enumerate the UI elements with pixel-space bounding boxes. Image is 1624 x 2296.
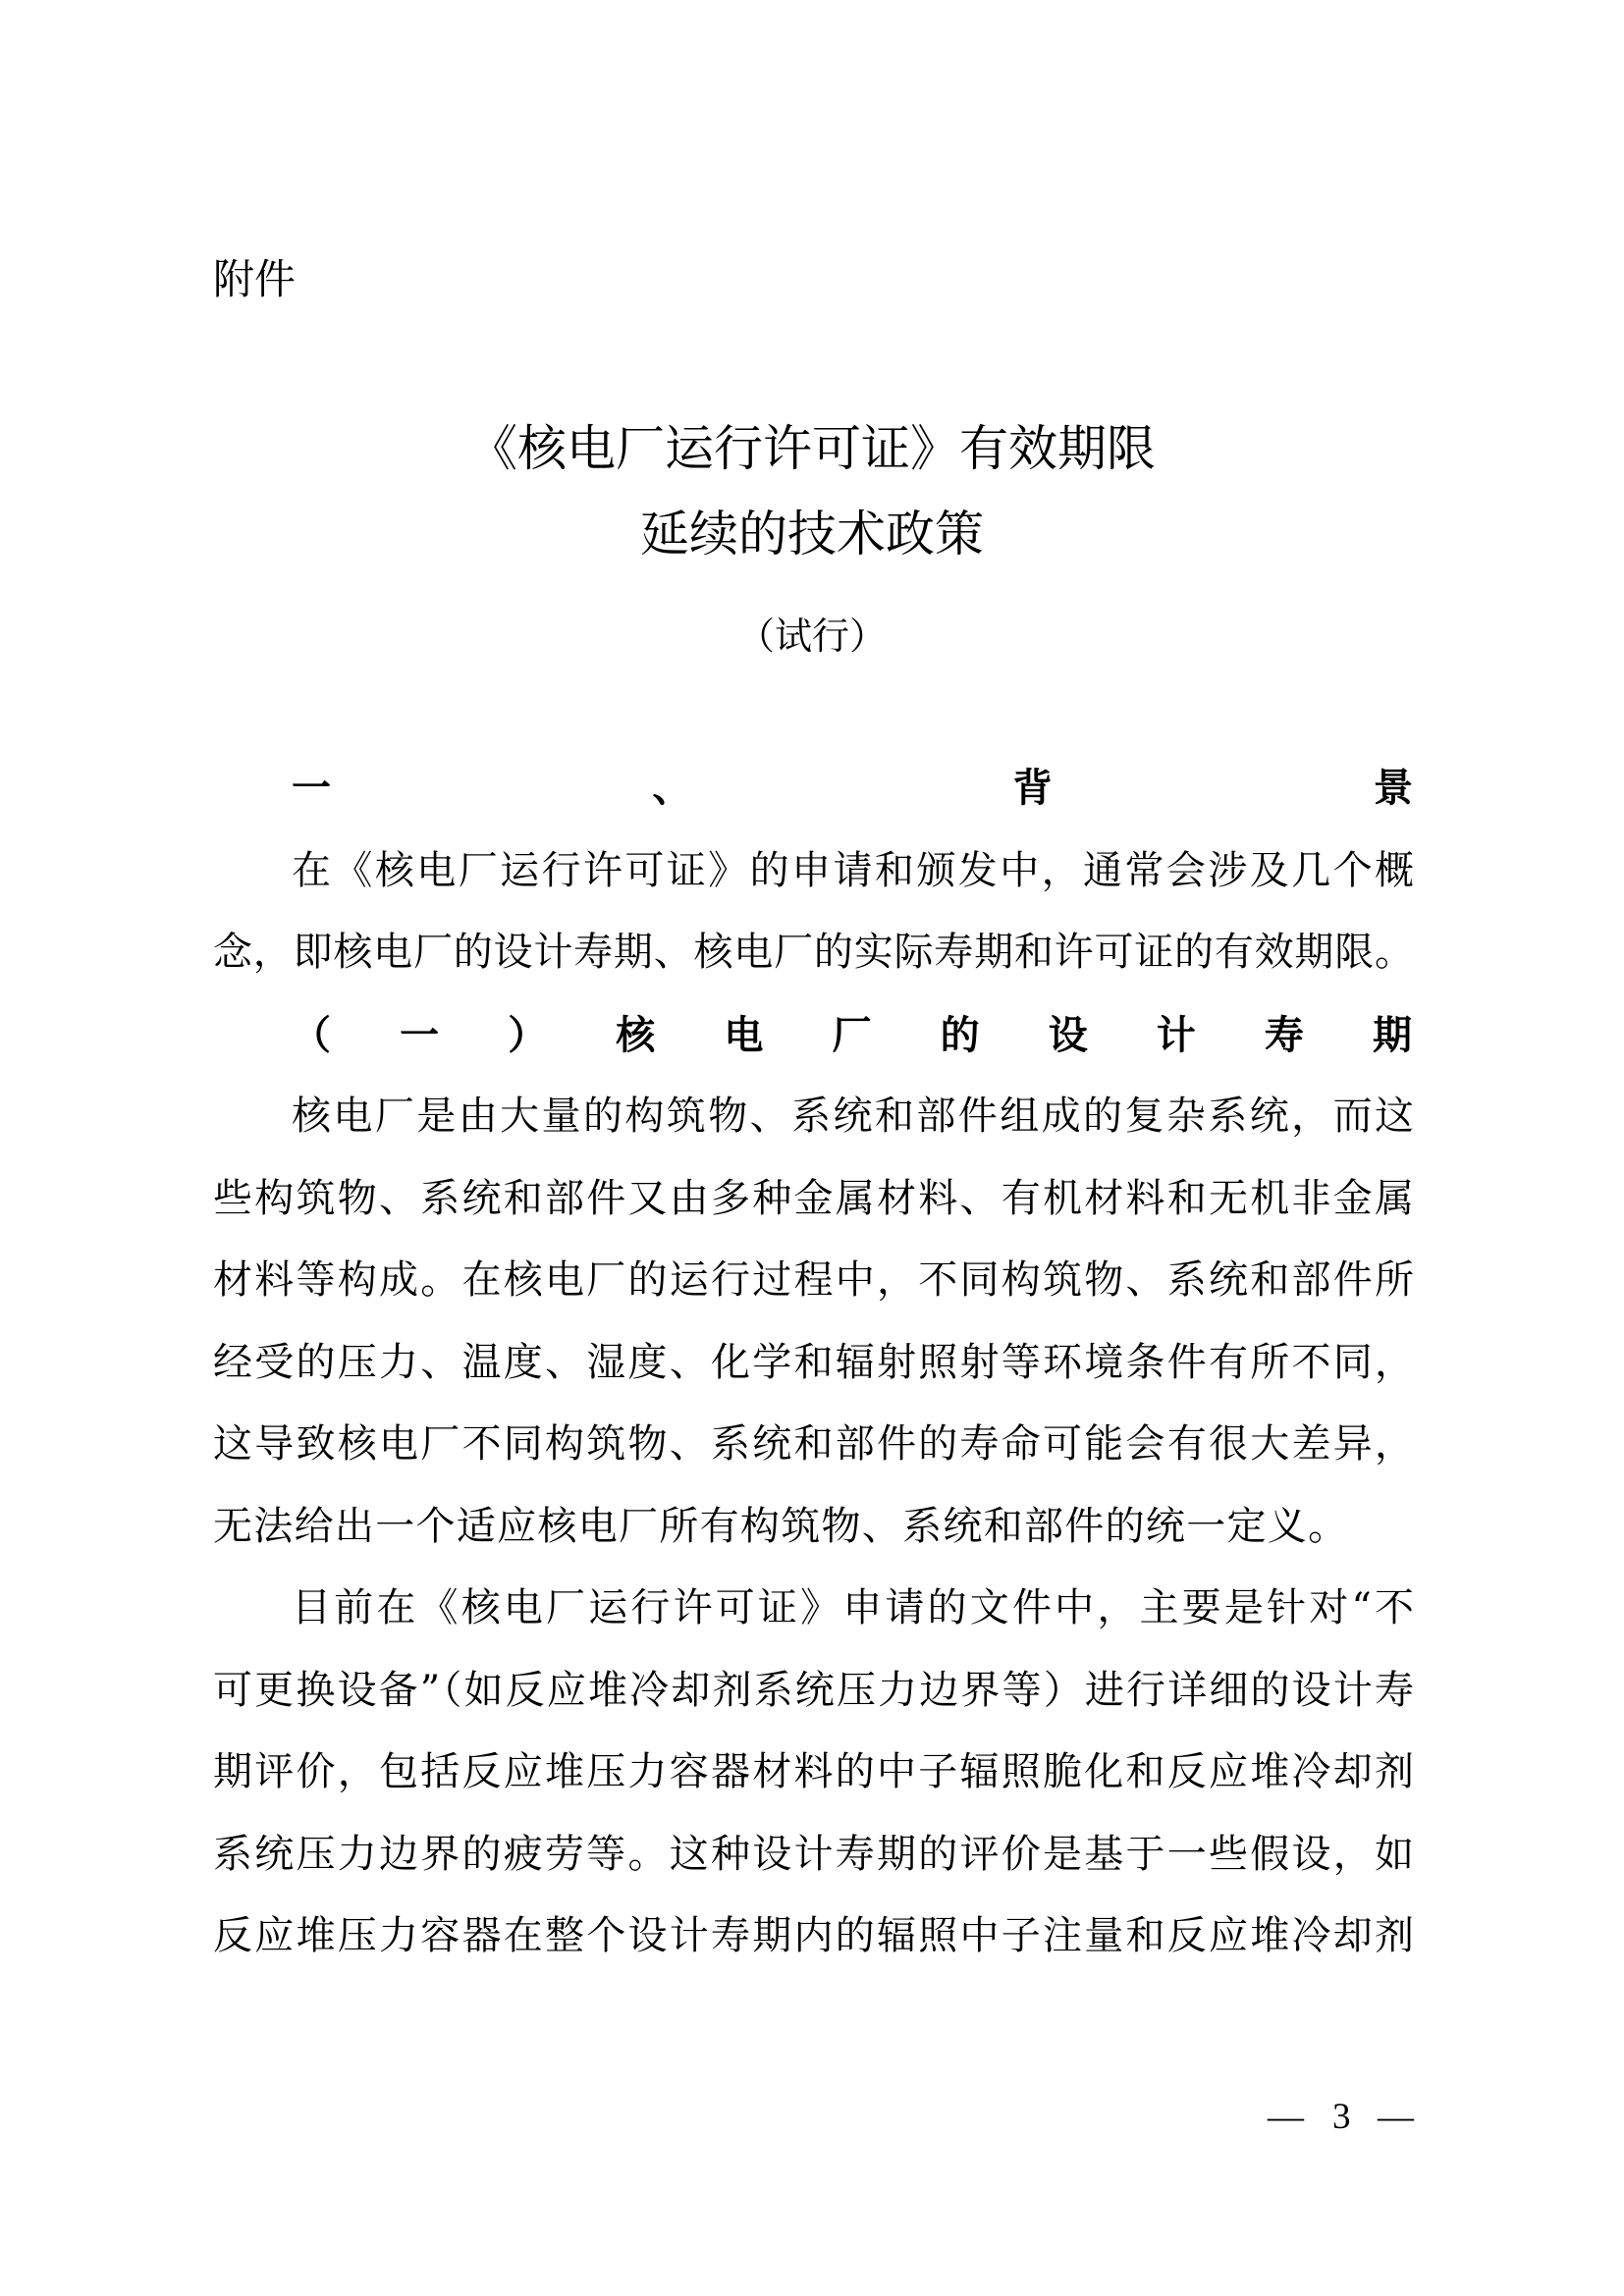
section-heading-background: 一、背景 — [292, 766, 1414, 811]
paragraph-line: 念，即核电厂的设计寿期、核电厂的实际寿期和许可证的有效期限。 — [213, 930, 1414, 975]
paragraph-line: 经受的压力、温度、湿度、化学和辐射照射等环境条件有所不同， — [213, 1339, 1414, 1385]
subsection-heading-design-life: （一）核电厂的设计寿期 — [292, 1011, 1414, 1058]
paragraph-3 — [213, 1568, 1414, 1978]
paragraph-line: 反应堆压力容器在整个设计寿期内的辐照中子注量和反应堆冷却剂 — [213, 1913, 1414, 1958]
paragraph-line: 在《核电厂运行许可证》的申请和颁发中，通常会涉及几个概 — [292, 847, 1414, 893]
paragraph-line: 些构筑物、系统和部件又由多种金属材料、有机材料和无机非金属 — [213, 1175, 1414, 1221]
paragraph-line: 期评价，包括反应堆压力容器材料的中子辐照脆化和反应堆冷却剂 — [213, 1749, 1414, 1794]
paragraph-line: 核电厂是由大量的构筑物、系统和部件组成的复杂系统，而这 — [292, 1094, 1414, 1139]
paragraph-line: 目前在《核电厂运行许可证》申请的文件中，主要是针对“不 — [292, 1585, 1414, 1630]
page-number-dash-right: — — [1378, 2097, 1414, 2137]
paragraph-1 — [213, 830, 1414, 994]
document-title-line-1: 《核电厂运行许可证》有效期限 — [468, 420, 1156, 477]
page-number-footer — [1268, 2091, 1414, 2144]
paragraph-line: 系统压力边界的疲劳等。这种设计寿期的评价是基于一些假设，如 — [213, 1831, 1414, 1877]
document-title-line-2: 延续的技术政策 — [640, 506, 984, 562]
paragraph-line: 无法给出一个适应核电厂所有构筑物、系统和部件的统一定义。 — [213, 1503, 1349, 1549]
paragraph-line: 可更换设备”（如反应堆冷却剂系统压力边界等）进行详细的设计寿 — [213, 1667, 1414, 1713]
attachment-label: 附件 — [213, 255, 297, 303]
paragraph-line: 材料等构成。在核电厂的运行过程中，不同构筑物、系统和部件所 — [213, 1257, 1414, 1303]
document-body — [213, 748, 1414, 1978]
document-subtitle: （试行） — [736, 614, 887, 658]
paragraph-2 — [213, 1076, 1414, 1568]
page-number-dash-left: — — [1268, 2097, 1304, 2137]
page-number: 3 — [1332, 2097, 1351, 2137]
paragraph-line: 这导致核电厂不同构筑物、系统和部件的寿命可能会有很大差异， — [213, 1421, 1414, 1467]
